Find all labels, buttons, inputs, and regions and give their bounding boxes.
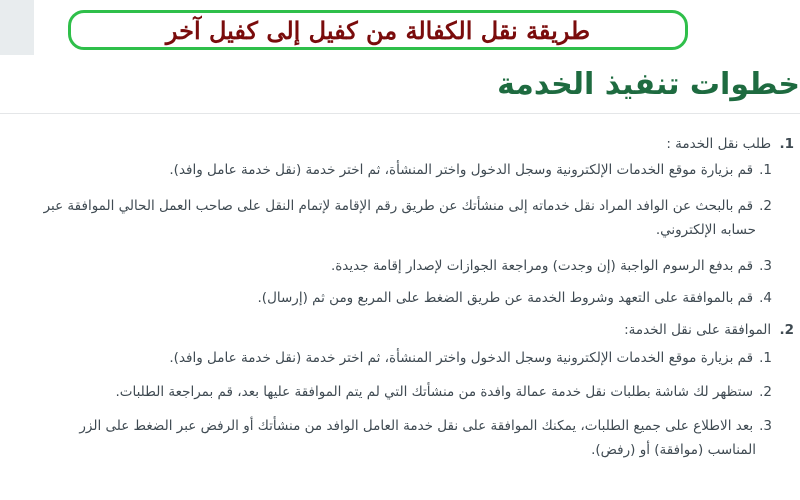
list-item [0, 414, 772, 462]
section-number: 2. [779, 322, 794, 338]
title-banner [68, 10, 688, 50]
service-steps [0, 130, 800, 500]
item-text: قم بالبحث عن الوافد المراد نقل خدماته إلى منشأتك عن طريق رقم الإقامة لإتمام النقل على صاحب العمل الحالي الموافقة عبر [43, 198, 754, 214]
item-text: قم بدفع الرسوم الواجبة (إن وجدت) ومراجعة الجوازات لإصدار إقامة جديدة. [330, 258, 754, 274]
item-text-continued: المناسب (موافقة) أو (رفض). [591, 442, 756, 458]
list-item [0, 194, 772, 242]
section-title: الموافقة على نقل الخدمة: [624, 322, 772, 338]
section-heading [666, 136, 794, 152]
item-number: 1. [759, 162, 772, 178]
list-item [0, 158, 772, 182]
list-item [0, 380, 772, 404]
page-title: خطوات تنفيذ الخدمة [497, 67, 800, 102]
item-number: 2. [759, 384, 772, 400]
divider [0, 113, 800, 114]
list-item [0, 346, 772, 370]
section-number: 1. [779, 136, 794, 152]
banner-title: طريقة نقل الكفالة من كفيل إلى كفيل آخر [165, 15, 591, 45]
list-item [0, 286, 772, 310]
background-panel [0, 0, 34, 55]
item-number: 3. [759, 418, 772, 434]
item-number: 1. [759, 350, 772, 366]
item-text: بعد الاطلاع على جميع الطلبات، يمكنك الموافقة على نقل خدمة العامل الوافد من منشأتك أو الرفض عبر الضغط على الزر [79, 418, 754, 434]
item-number: 2. [759, 198, 772, 214]
item-text: قم بزيارة موقع الخدمات الإلكترونية وسجل الدخول واختر المنشأة، ثم اختر خدمة (نقل خدمة عامل وافد). [169, 162, 754, 178]
section-title: طلب نقل الخدمة : [666, 136, 772, 152]
item-number: 4. [759, 290, 772, 306]
item-number: 3. [759, 258, 772, 274]
item-text: قم بزيارة موقع الخدمات الإلكترونية وسجل الدخول واختر المنشأة، ثم اختر خدمة (نقل خدمة عامل وافد). [169, 350, 754, 366]
item-text-continued: حسابه الإلكتروني. [655, 222, 756, 238]
section-heading [624, 322, 794, 338]
list-item [0, 254, 772, 278]
item-text: قم بالموافقة على التعهد وشروط الخدمة عن طريق الضغط على المربع ومن ثم (إرسال). [257, 290, 754, 306]
item-text: ستظهر لك شاشة بطلبات نقل خدمة عمالة وافدة من منشأتك التي لم يتم الموافقة عليها بعد، قم بمراجعة الطلبات. [115, 384, 754, 400]
